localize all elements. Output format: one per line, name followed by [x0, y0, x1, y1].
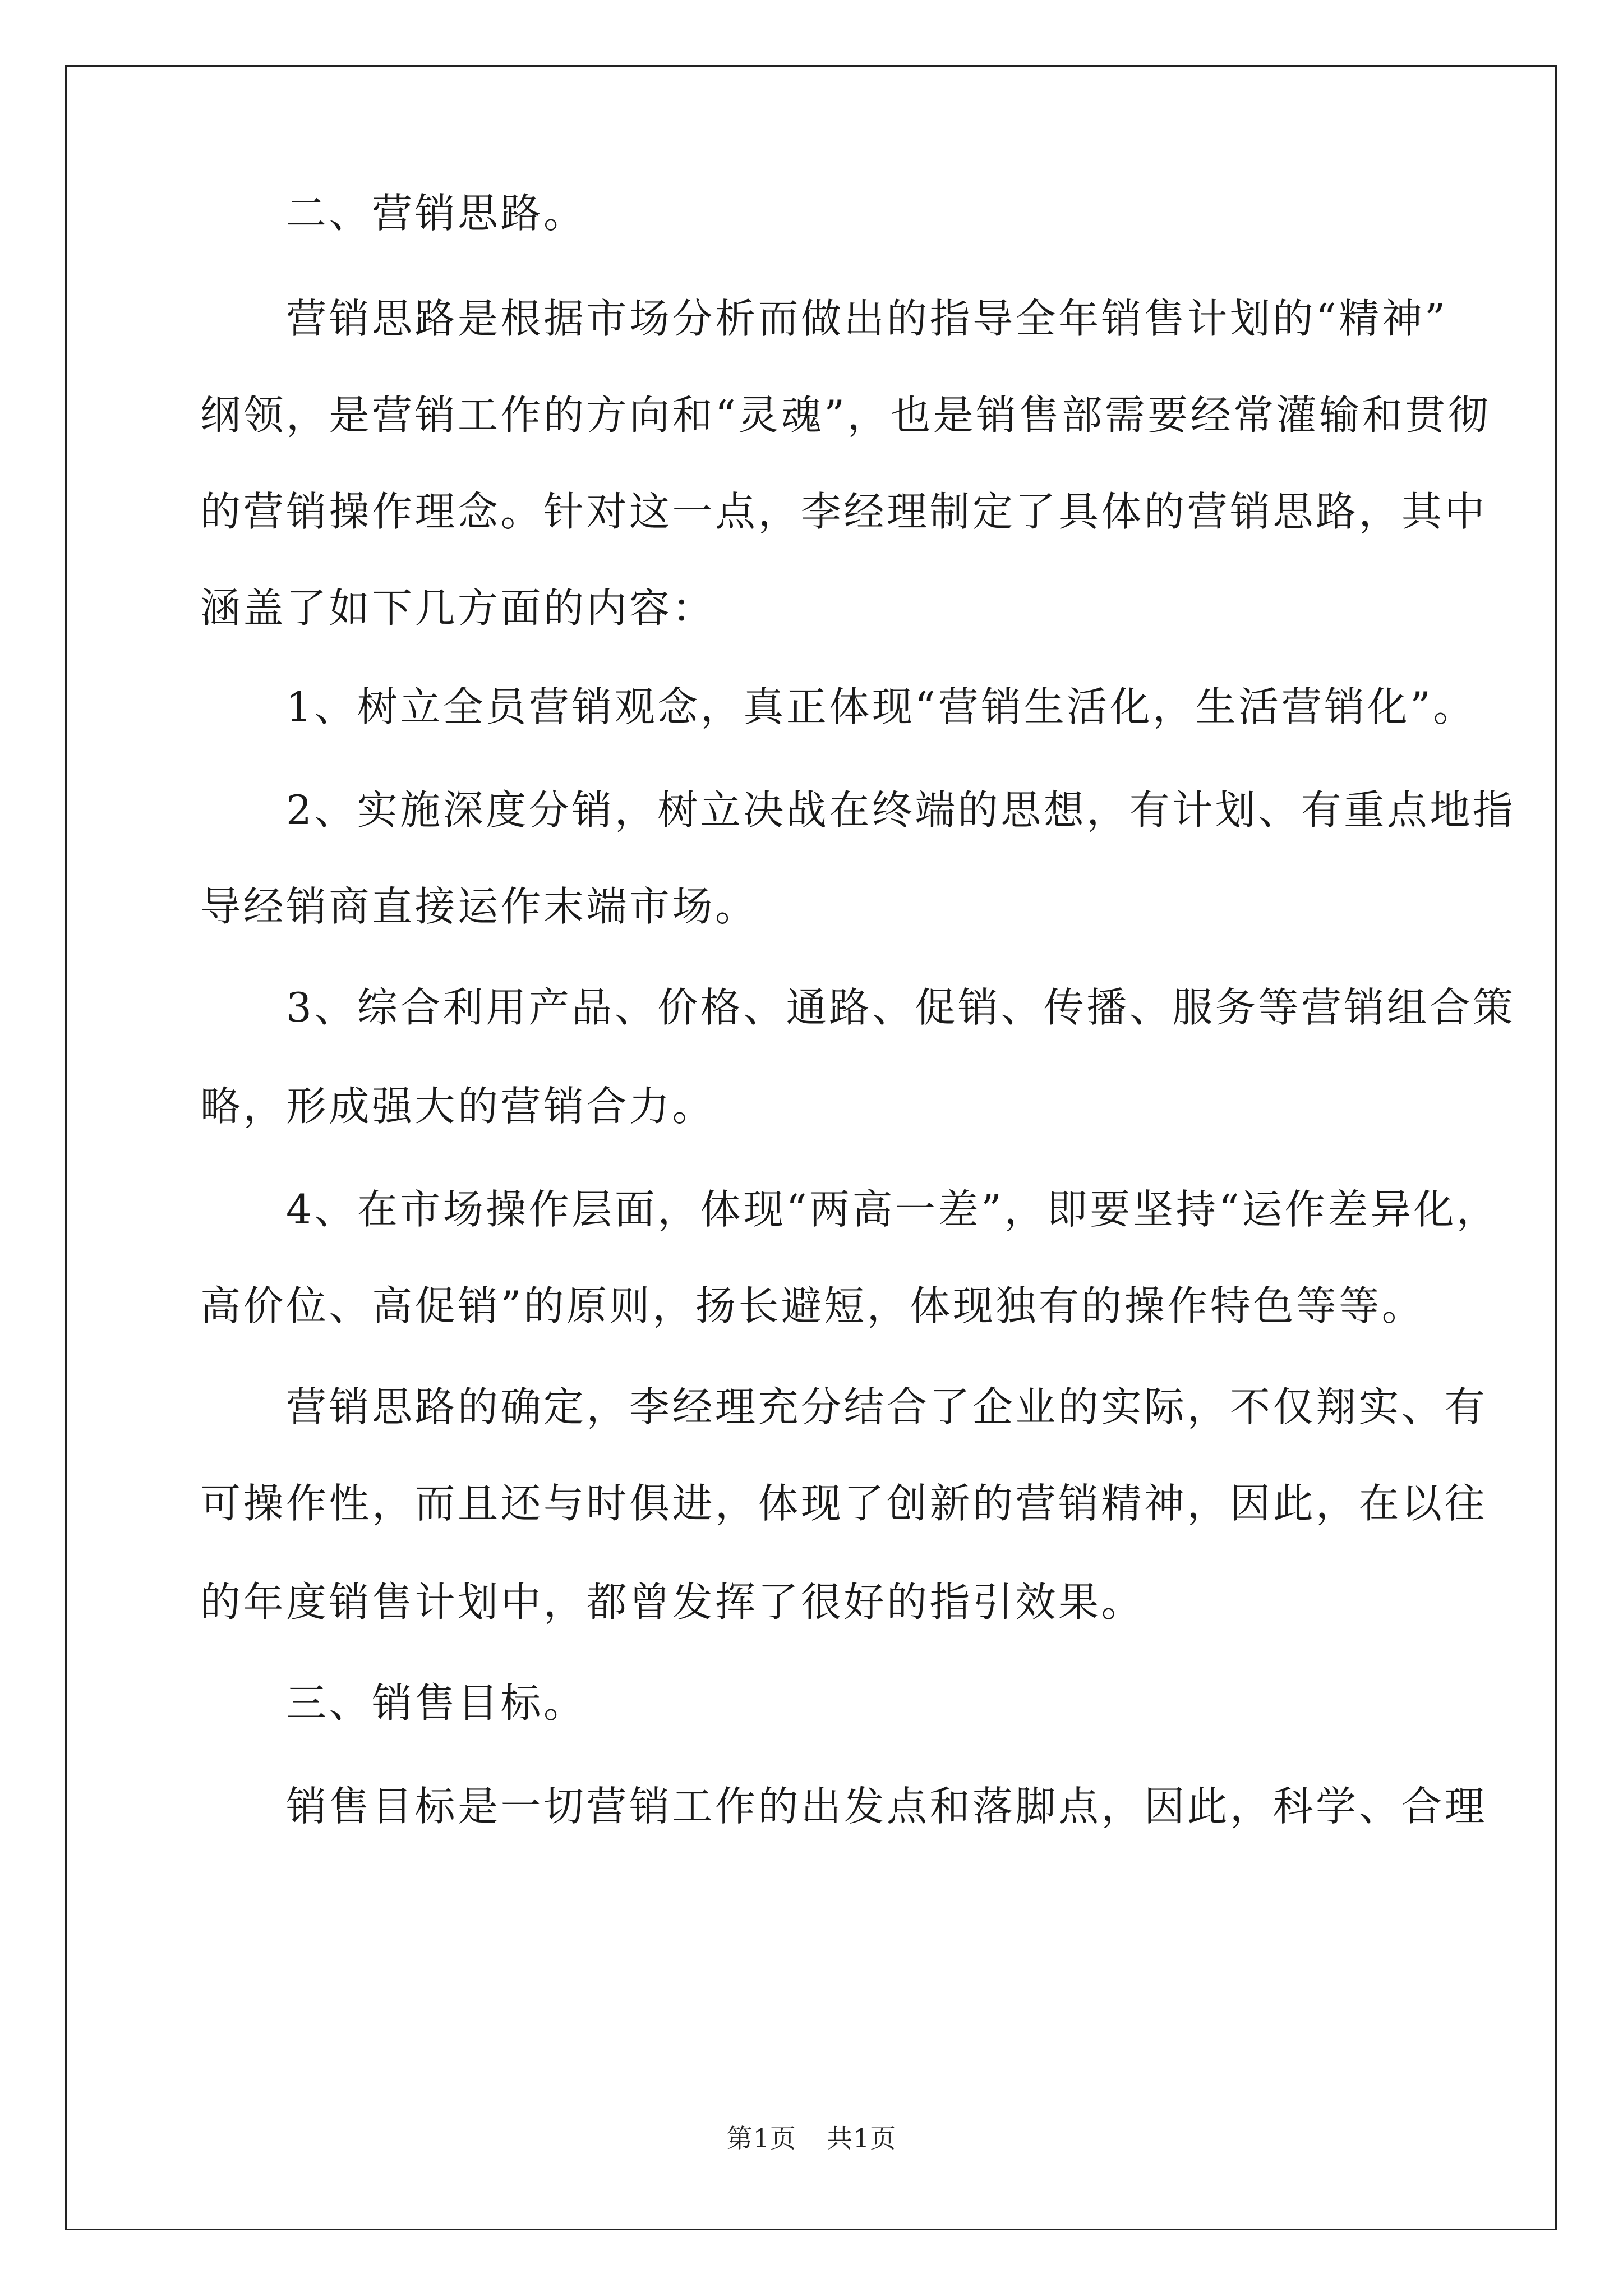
list-item-3: 3、综合利用产品、价格、通路、促销、传播、服务等营销组合策 — [200, 984, 1516, 1031]
paragraph-line: 纲领，是营销工作的方向和“灵魂”，也是销售部需要经常灌输和贯彻 — [200, 392, 1491, 439]
list-item-1: 1、树立全员营销观念，真正体现“营销生活化，生活营销化”。 — [200, 683, 1476, 730]
list-item-2: 2、实施深度分销，树立决战在终端的思想，有计划、有重点地指 — [200, 786, 1516, 834]
paragraph-line: 可操作性，而且还与时俱进，体现了创新的营销精神，因此，在以往 — [200, 1480, 1488, 1527]
page-number-total: 共1页 — [827, 2123, 897, 2154]
page-footer — [0, 2122, 1623, 2155]
heading-sales-target: 三、销售目标。 — [200, 1680, 587, 1727]
paragraph-line: 营销思路是根据市场分析而做出的指导全年销售计划的“精神” — [200, 295, 1448, 342]
list-item-4-cont: 高价位、高促销”的原则，扬长避短，体现独有的操作特色等等。 — [200, 1282, 1425, 1329]
heading-marketing-approach: 二、营销思路。 — [200, 190, 587, 237]
paragraph-line: 的营销操作理念。针对这一点，李经理制定了具体的营销思路，其中 — [200, 488, 1488, 535]
paragraph-line: 营销思路的确定，李经理充分结合了企业的实际，不仅翔实、有 — [200, 1383, 1488, 1430]
page-number-current: 第1页 — [726, 2123, 796, 2154]
paragraph-line: 销售目标是一切营销工作的出发点和落脚点，因此，科学、合理 — [200, 1783, 1488, 1830]
list-item-2-cont: 导经销商直接运作末端市场。 — [200, 883, 758, 930]
paragraph-line: 的年度销售计划中，都曾发挥了很好的指引效果。 — [200, 1579, 1145, 1626]
paragraph-line: 涵盖了如下几方面的内容： — [200, 585, 716, 632]
list-item-4: 4、在市场操作层面，体现“两高一差”，即要坚持“运作差异化， — [200, 1186, 1500, 1233]
list-item-3-cont: 略，形成强大的营销合力。 — [200, 1083, 716, 1130]
